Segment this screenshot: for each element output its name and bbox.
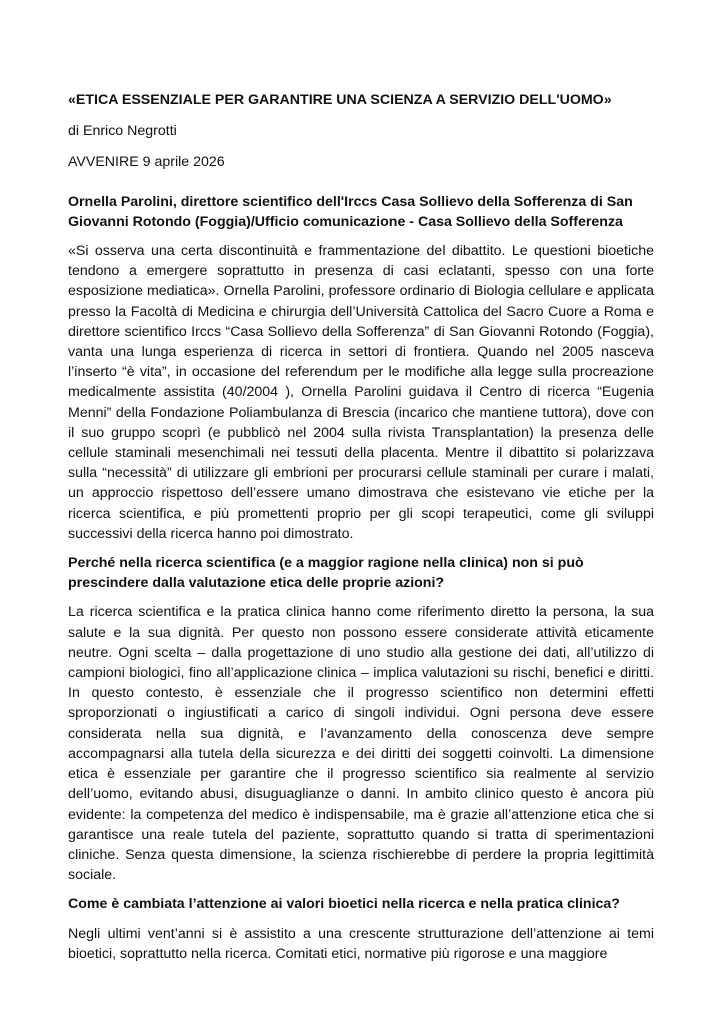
article-title: «ETICA ESSENZIALE PER GARANTIRE UNA SCIENZA A SERVIZIO DELL'UOMO» — [68, 92, 612, 108]
answer-2: Negli ultimi vent’anni si è assistito a una crescente strutturazione dell’attenzione ai temi bioetici, soprattutto nella ricerca. Comitati etici, normative più rigorose e una maggiore — [68, 925, 654, 962]
photo-caption: Ornella Parolini, direttore scientifico dell'Irccs Casa Sollievo della Sofferenza di San Giovanni Rotondo (Foggia)/Ufficio comunicazione - Casa Sollievo della Sofferenza — [68, 193, 633, 230]
answer-1: La ricerca scientifica e la pratica clinica hanno come riferimento diretto la persona, la sua salute e la sua dignità. Per questo non possono essere considerate attività eticamente neutre. Ogni scelta – dalla progettazione di uno studio alla gestione dei dati, all’utilizzo di campioni biologici, fino all’applicazione clinica – implica valutazioni su rischi, benefici e diritti. In questo contesto, è essenziale che il progresso scientifico non determini effetti sproporzionati o ingiustificati a carico di singoli individui. Ogni persona deve essere considerata nella sua dignità, e l’avanzamento della conoscenza deve sempre accompagnarsi alla tutela della sicurezza e dei diritti dei soggetti coinvolti. La dimensione etica è essenziale per garantire che il progresso scientifico sia realmente al servizio dell’uomo, evitando abusi, disuguaglianze o danni. In ambito clinico questo è ancora più evidente: la competenza del medico è indispensabile, ma è grazie all’attenzione etica che si garantisce una reale tutela del paziente, soprattutto quando si tratta di sperimentazioni cliniche. Senza questa dimensione, la scienza rischierebbe di perdere la propria legittimità sociale. — [68, 604, 654, 884]
intro-paragraph: «Si osserva una certa discontinuità e frammentazione del dibattito. Le questioni bioetiche tendono a emergere soprattutto in presenza di casi eclatanti, spesso con una forte esposizione mediatica». Ornella Parolini, professore ordinario di Biologia cellulare e applicata presso la Facoltà di Medicina e chirurgia dell’Università Cattolica del Sacro Cuore a Roma e direttore scientifico Irccs “Casa Sollievo della Sofferenza” di San Giovanni Rotondo (Foggia), vanta una lunga esperienza di ricerca in settori di frontiera. Quando nel 2005 nasceva l’inserto “è vita”, in occasione del referendum per le modifiche alla legge sulla procreazione medicalmente assistita (40/2004 ), Ornella Parolini guidava il Centro di ricerca “Eugenia Menni” della Fondazione Poliambulanza di Brescia (incarico che mantiene tuttora), dove con il suo gruppo scoprì (e pubblicò nel 2004 sulla rivista Transplantation) la presenza delle cellule staminali mesenchimali nei tessuti della placenta. Mentre il dibattito si polarizzava sulla “necessità” di utilizzare gli embrioni per procurarsi cellule staminali per curare i malati, un approccio rispettoso dell’essere umano dimostrava che esistevano vie etiche per la ricerca scientifica, e più promettenti proprio per gli scopi terapeutici, come gli sviluppi successivi della ricerca hanno poi dimostrato. — [68, 243, 654, 542]
question-2: Come è cambiata l’attenzione ai valori bioetici nella ricerca e nella pratica clinica? — [68, 896, 620, 913]
document-page — [68, 90, 654, 973]
article-byline: di Enrico Negrotti — [68, 123, 177, 140]
question-1: Perché nella ricerca scientifica (e a maggior ragione nella clinica) non si può prescindere dalla valutazione etica delle proprie azioni? — [68, 555, 584, 592]
article-source: AVVENIRE 9 aprile 2026 — [68, 154, 225, 171]
